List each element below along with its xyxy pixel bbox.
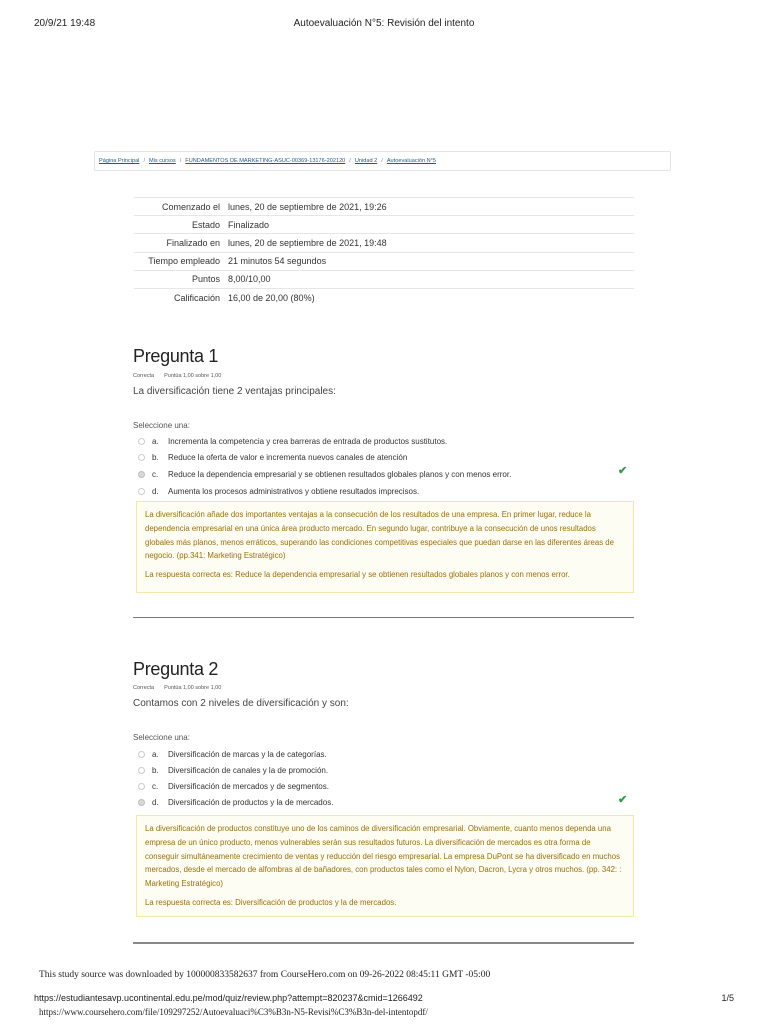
general-feedback: La diversificación añade dos importantes ventajas a la consecución de los resultados de una empresa. En primer lugar, reduce la dependencia empresarial en una única área producto mercado. En segundo lugar, contribuye a la consecución de unos resultados globales más planos, menos erráticos, superando las condiciones competitivas especiales que puedan darse en las diferentes áreas de negocio. (pp.341: Marketing Estratégico) — [145, 510, 614, 561]
radio-icon[interactable] — [138, 767, 145, 774]
radio-icon[interactable] — [138, 783, 145, 790]
radio-icon[interactable] — [138, 751, 145, 758]
option-text: Diversificación de mercados y de segmentos. — [168, 782, 329, 791]
option-letter: d. — [152, 798, 159, 807]
breadcrumb-course-link[interactable]: FUNDAMENTOS DE MARKETING-ASUC-00369-13176-202120 — [185, 158, 346, 164]
radio-selected-icon[interactable] — [138, 471, 145, 478]
correct-answer-text: La respuesta correcta es: Diversificación de productos y la de mercados. — [145, 897, 397, 907]
summary-label: Calificación — [134, 288, 228, 306]
answer-option-d[interactable] — [138, 798, 333, 807]
summary-value: lunes, 20 de septiembre de 2021, 19:48 — [228, 234, 634, 252]
answer-option-b[interactable] — [138, 766, 328, 775]
summary-label: Puntos — [134, 270, 228, 288]
breadcrumb-separator: / — [143, 158, 145, 164]
option-letter: c. — [152, 470, 159, 479]
correct-answer-text: La respuesta correcta es: Reduce la dependencia empresarial y se obtienen resultados globales planos y con menos error. — [145, 570, 570, 580]
breadcrumb-home-link[interactable]: Página Principal — [99, 158, 140, 164]
option-text: Incrementa la competencia y crea barreras de entrada de productos sustitutos. — [168, 437, 448, 446]
option-letter: b. — [152, 453, 159, 462]
summary-row — [134, 216, 634, 234]
summary-row — [134, 288, 634, 306]
question-status: Correcta — [133, 373, 155, 379]
answer-option-a[interactable] — [138, 437, 447, 446]
question-status: Correcta — [133, 685, 155, 691]
option-letter: c. — [152, 782, 159, 791]
question-1-info — [133, 373, 231, 379]
summary-label: Finalizado en — [134, 234, 228, 252]
radio-icon[interactable] — [138, 454, 145, 461]
option-text: Diversificación de productos y la de mercados. — [168, 798, 334, 807]
summary-row — [134, 198, 634, 216]
option-text: Aumenta los procesos administrativos y obtiene resultados imprecisos. — [168, 487, 420, 496]
study-source-notice: This study source was downloaded by 100000833582637 from CourseHero.com on 09-26-2022 08:45:11 GMT -05:00 — [39, 970, 491, 980]
answer-option-c[interactable] — [138, 782, 329, 791]
option-text: Reduce la oferta de valor e incrementa nuevos canales de atención — [168, 453, 408, 462]
breadcrumb — [94, 151, 671, 171]
breadcrumb-my-courses-link[interactable]: Mis cursos — [149, 158, 176, 164]
summary-value: 16,00 de 20,00 (80%) — [228, 288, 634, 306]
answer-option-a[interactable] — [138, 750, 327, 759]
radio-selected-icon[interactable] — [138, 799, 145, 806]
option-letter: d. — [152, 487, 159, 496]
breadcrumb-separator: / — [179, 158, 182, 164]
summary-label: Estado — [134, 216, 228, 234]
summary-label: Tiempo empleado — [134, 252, 228, 270]
select-one-prompt: Seleccione una: — [133, 421, 190, 430]
print-url: https://estudiantesavp.ucontinental.edu.pe/mod/quiz/review.php?attempt=820237&cmid=1266492 — [34, 993, 423, 1003]
summary-value: 21 minutos 54 segundos — [228, 252, 634, 270]
breadcrumb-separator: / — [381, 158, 383, 164]
question-1-feedback — [136, 501, 634, 593]
answer-option-c[interactable] — [138, 470, 511, 479]
radio-icon[interactable] — [138, 488, 145, 495]
question-2-text: Contamos con 2 niveles de diversificación y son: — [133, 698, 349, 709]
breadcrumb-separator: / — [349, 158, 351, 164]
option-letter: b. — [152, 766, 159, 775]
answer-option-d[interactable] — [138, 487, 419, 496]
question-2-title: Pregunta 2 — [133, 659, 219, 679]
breadcrumb-unit-link[interactable]: Unidad 2 — [354, 158, 378, 164]
summary-row — [134, 252, 634, 270]
coursehero-url: https://www.coursehero.com/file/109297252/Autoevaluaci%C3%B3n-N5-Revisi%C3%B3n-del-intentopdf/ — [39, 1007, 428, 1017]
check-icon: ✔ — [618, 794, 628, 806]
answer-option-b[interactable] — [138, 453, 407, 462]
print-page-number: 1/5 — [721, 993, 734, 1003]
question-2-info — [133, 685, 231, 691]
question-divider — [133, 617, 634, 618]
option-text: Diversificación de marcas y la de categorías. — [168, 750, 327, 759]
option-text: Reduce la dependencia empresarial y se obtienen resultados globales planos y con menos error. — [168, 470, 512, 479]
question-1-title: Pregunta 1 — [133, 346, 219, 366]
question-score: Puntúa 1,00 sobre 1,00 — [164, 373, 222, 379]
option-letter: a. — [152, 437, 159, 446]
option-text: Diversificación de canales y la de promoción. — [168, 766, 329, 775]
summary-row — [134, 234, 634, 252]
summary-value: lunes, 20 de septiembre de 2021, 19:26 — [228, 198, 634, 216]
summary-value: 8,00/10,00 — [228, 270, 634, 288]
print-datetime: 20/9/21 19:48 — [34, 18, 96, 29]
summary-value: Finalizado — [228, 216, 634, 234]
question-2-feedback — [136, 815, 634, 917]
option-letter: a. — [152, 750, 159, 759]
summary-label: Comenzado el — [134, 198, 228, 216]
select-one-prompt: Seleccione una: — [133, 733, 190, 742]
radio-icon[interactable] — [138, 438, 145, 445]
question-1-text: La diversificación tiene 2 ventajas principales: — [133, 386, 336, 397]
summary-row — [134, 270, 634, 288]
breadcrumb-quiz-link[interactable]: Autoevaluación N°5 — [386, 158, 437, 164]
general-feedback: La diversificación de productos constituye uno de los caminos de diversificación empresarial. Obviamente, cuanto menos dependa una empresa de un único producto, menos vulnerables serán sus resultados futuros. La diversificación de mercados es otra forma de conseguir simultáneamente crecimiento de ventas y reducción del riesgo empresarial. La empresa DuPont se ha diversificado en muchos mercados, desde el mercado de alfombras al de bañadores, con productos tales como el Nylon, Dacron, Lycra y otros muchos. (pp. 342: : Marketing Estratégico) — [145, 824, 622, 889]
print-page-title: Autoevaluación N°5: Revisión del intento — [293, 18, 475, 29]
question-score: Puntúa 1,00 sobre 1,00 — [164, 685, 222, 691]
check-icon: ✔ — [618, 465, 628, 477]
question-divider — [133, 942, 634, 944]
attempt-summary-table — [134, 197, 634, 306]
